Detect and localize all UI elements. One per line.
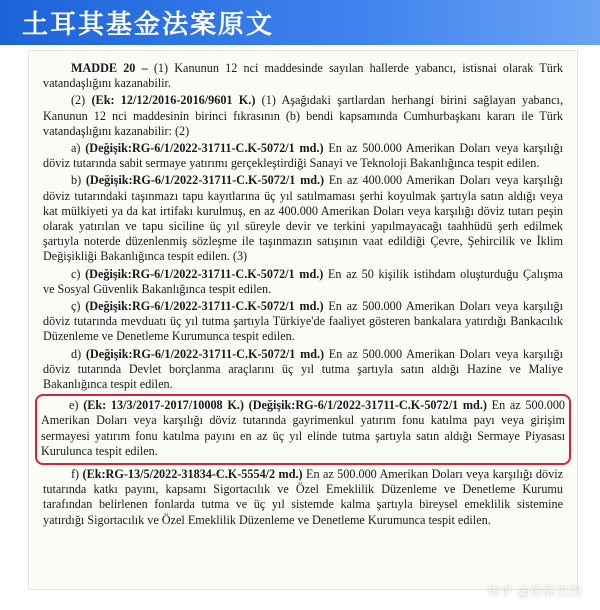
paragraph-2: [43, 93, 563, 139]
clause-b: [43, 173, 563, 264]
clause-b-text: En az 400.000 Amerikan Doları veya karşılığı döviz tutarındaki taşınmazı tapu kayıtlarına üç yıl satılmaması şerhi koyulmak şartıyla satın aldığı veya kat mülkiyeti ya da kat irtifakı kurulmuş, en az 400.000 Amerikan Doları veya karşılığı döviz tutarı peşin olarak yatırılan ve tapu siciline üç yıl süreyle devir ve terkini yapılmayacağı taahhüdü şerh edilmek şartıyla noterde düzenlenmiş sözleşme ile taşınmazın satışının vaat edildiği Çevre, Şehircilik ve İklim Değişikliği Bakanlığınca tespit edilen. (3): [43, 173, 563, 264]
article-number: MADDE 20 –: [71, 61, 148, 75]
clause-f-label: f): [71, 467, 83, 482]
clause-cc-reference: (Değişik:RG-6/1/2022-31711-C.K-5072/1 md.): [85, 299, 324, 314]
page-title: 土耳其基金法案原文: [22, 10, 275, 40]
clause-cc-label: ç): [71, 299, 86, 314]
clause-a: [43, 141, 563, 171]
clause-e: [41, 398, 565, 459]
paragraph-1-text: (1) Kanunun 12 nci maddesinde sayılan hallerde yabancı, istisnai olarak Türk vatandaşlığını kazanabilir.: [43, 61, 564, 91]
paragraph-2-number: (2): [71, 93, 92, 108]
clause-cc-text: En az 500.000 Amerikan Doları veya karşılığı döviz tutarında mevduatı üç yıl tutma şartıyla Türkiye'de faaliyet gösteren bankalara yatırdığı Bankacılık Düzenleme ve Denetleme Kurumunca tespit edilen.: [43, 299, 563, 344]
highlight-box: [35, 394, 571, 465]
clause-c-label: c): [71, 266, 86, 281]
paragraph-2-text: Aşağıdaki şartlardan herhangi birini sağlayan yabancı, Kanunun 12 nci maddesinin birinci fıkrasının (b) bendi kapsamında Cumhurbaşkanı kararı ile Türk vatandaşlığını kazanabilir: (2): [43, 93, 563, 138]
clause-b-label: b): [71, 173, 86, 188]
paragraph-2-reference: (Ek: 12/12/2016-2016/9601 K.): [91, 93, 256, 108]
law-document: [28, 50, 578, 590]
clause-d-label: d): [71, 346, 86, 361]
clause-e-reference: (Ek: 13/3/2017-2017/10008 K.) (Değişik:RG-6/1/2022-31711-C.K-5072/1 md.): [83, 398, 487, 413]
clause-b-reference: (Değişik:RG-6/1/2022-31711-C.K-5072/1 md.): [85, 173, 325, 188]
clause-e-label: e): [69, 398, 84, 413]
watermark: 知乎 @侨驿出国: [486, 585, 582, 600]
clause-d: [43, 347, 563, 393]
clause-a-text: En az 500.000 Amerikan Doları veya karşılığı döviz tutarında sabit sermaye yatırımı gerçekleştirdiği Sanayi ve Teknoloji Bakanlığınca tespit edilen.: [43, 141, 563, 171]
clause-c-reference: (Değişik:RG-6/1/2022-31711-C.K-5072/1 md.): [85, 266, 324, 281]
paragraph-2-note: (1): [255, 93, 276, 108]
clause-cc: [43, 299, 563, 345]
clause-e-text: En az 500.000 Amerikan Doları veya karşılığı döviz tutarında gayrimenkul yatırım fonu katılma payı veya girişim sermayesi yatırım fonu katılma payını en az üç yıl elinde tutma şartıyla satın aldığı Sermaye Piyasası Kurulunca tespit edilen.: [41, 398, 566, 458]
clause-f-text: En az 500.000 Amerikan Doları veya karşılığı döviz tutarında katkı payını, kapsamı Sigortacılık ve Özel Emeklilik Düzenleme ve Denetleme Kurumu tarafından belirlenen fonlarda tutma ve üç yıl sistemde kalma şartıyla bireysel emeklilik sistemine yatırdığı Sigortacılık ve Özel Emeklilik Düzenleme ve Denetleme Kurumunca tespit edilen.: [43, 467, 564, 527]
clause-a-reference: (Değişik:RG-6/1/2022-31711-C.K-5072/1 md.): [85, 141, 324, 156]
clause-c: [43, 267, 563, 297]
clause-d-reference: (Değişik:RG-6/1/2022-31711-C.K-5072/1 md.): [85, 346, 325, 361]
clause-d-text: En az 500.000 Amerikan Doları veya karşılığı döviz tutarında Devlet borçlanma araçlarını üç yıl tutma şartıyla satın aldığı Hazine ve Maliye Bakanlığınca tespit edilen.: [43, 346, 563, 392]
clause-f-reference: (Ek:RG-13/5/2022-31834-C.K-5554/2 md.): [82, 467, 303, 482]
title-banner: [0, 0, 600, 45]
clause-c-text: En az 50 kişilik istihdam oluşturduğu Çalışma ve Sosyal Güvenlik Bakanlığınca tespit edilen.: [43, 266, 563, 296]
clause-a-label: a): [71, 141, 86, 156]
paragraph-1: [43, 61, 563, 91]
clause-f: [43, 467, 563, 528]
